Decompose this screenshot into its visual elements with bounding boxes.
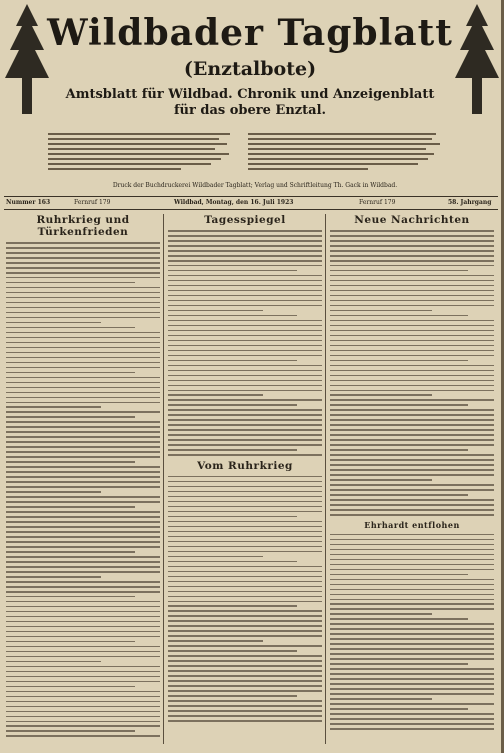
imprint-line: Druck der Buchdruckerei Wildbader Tagblatt; Verlag und Schriftleitung Th. Gack in Wildbad. [112, 182, 398, 189]
right-body-text-2 [330, 534, 494, 730]
middle-body-text-1 [168, 230, 322, 456]
middle-section-headline: Vom Ruhrkrieg [197, 459, 293, 472]
article-left-column [6, 214, 160, 748]
issue-number: Nummer 163 [6, 199, 51, 206]
middle-body-text-2 [168, 476, 322, 722]
left-body-text [6, 242, 160, 737]
newspaper-title: Wildbader Tagblatt [47, 12, 453, 54]
newspaper-subtitle: (Enztalbote) [183, 58, 317, 80]
article-right-column [330, 214, 494, 748]
subscription-info-block [48, 132, 238, 178]
newspaper-tagline [60, 87, 440, 119]
right-section-headline: Ehrhardt entflohen [364, 519, 460, 530]
tagline-line-1: Amtsblatt für Wildbad. Chronik und Anzeigenblatt [65, 87, 435, 102]
tagline-line-2: für das obere Enztal. [173, 103, 327, 118]
advertising-info-block [248, 132, 448, 178]
fir-tree-right-icon [452, 4, 502, 116]
phone-right: Fernruf 179 [359, 199, 396, 206]
issue-info-bar [4, 196, 498, 210]
place-date: Wildbad, Montag, den 16. Juli 1923 [174, 199, 294, 206]
volume: 58. Jahrgang [448, 199, 492, 206]
masthead [0, 0, 504, 200]
left-headline: Ruhrkrieg und Türkenfrieden [36, 214, 130, 238]
column-rule-2 [325, 214, 326, 744]
article-middle-column [168, 214, 322, 748]
column-rule-1 [163, 214, 164, 744]
phone-left: Fernruf 179 [74, 199, 111, 206]
right-body-text-1 [330, 230, 494, 516]
right-headline: Neue Nachrichten [354, 214, 470, 226]
middle-headline: Tagesspiegel [204, 214, 286, 226]
